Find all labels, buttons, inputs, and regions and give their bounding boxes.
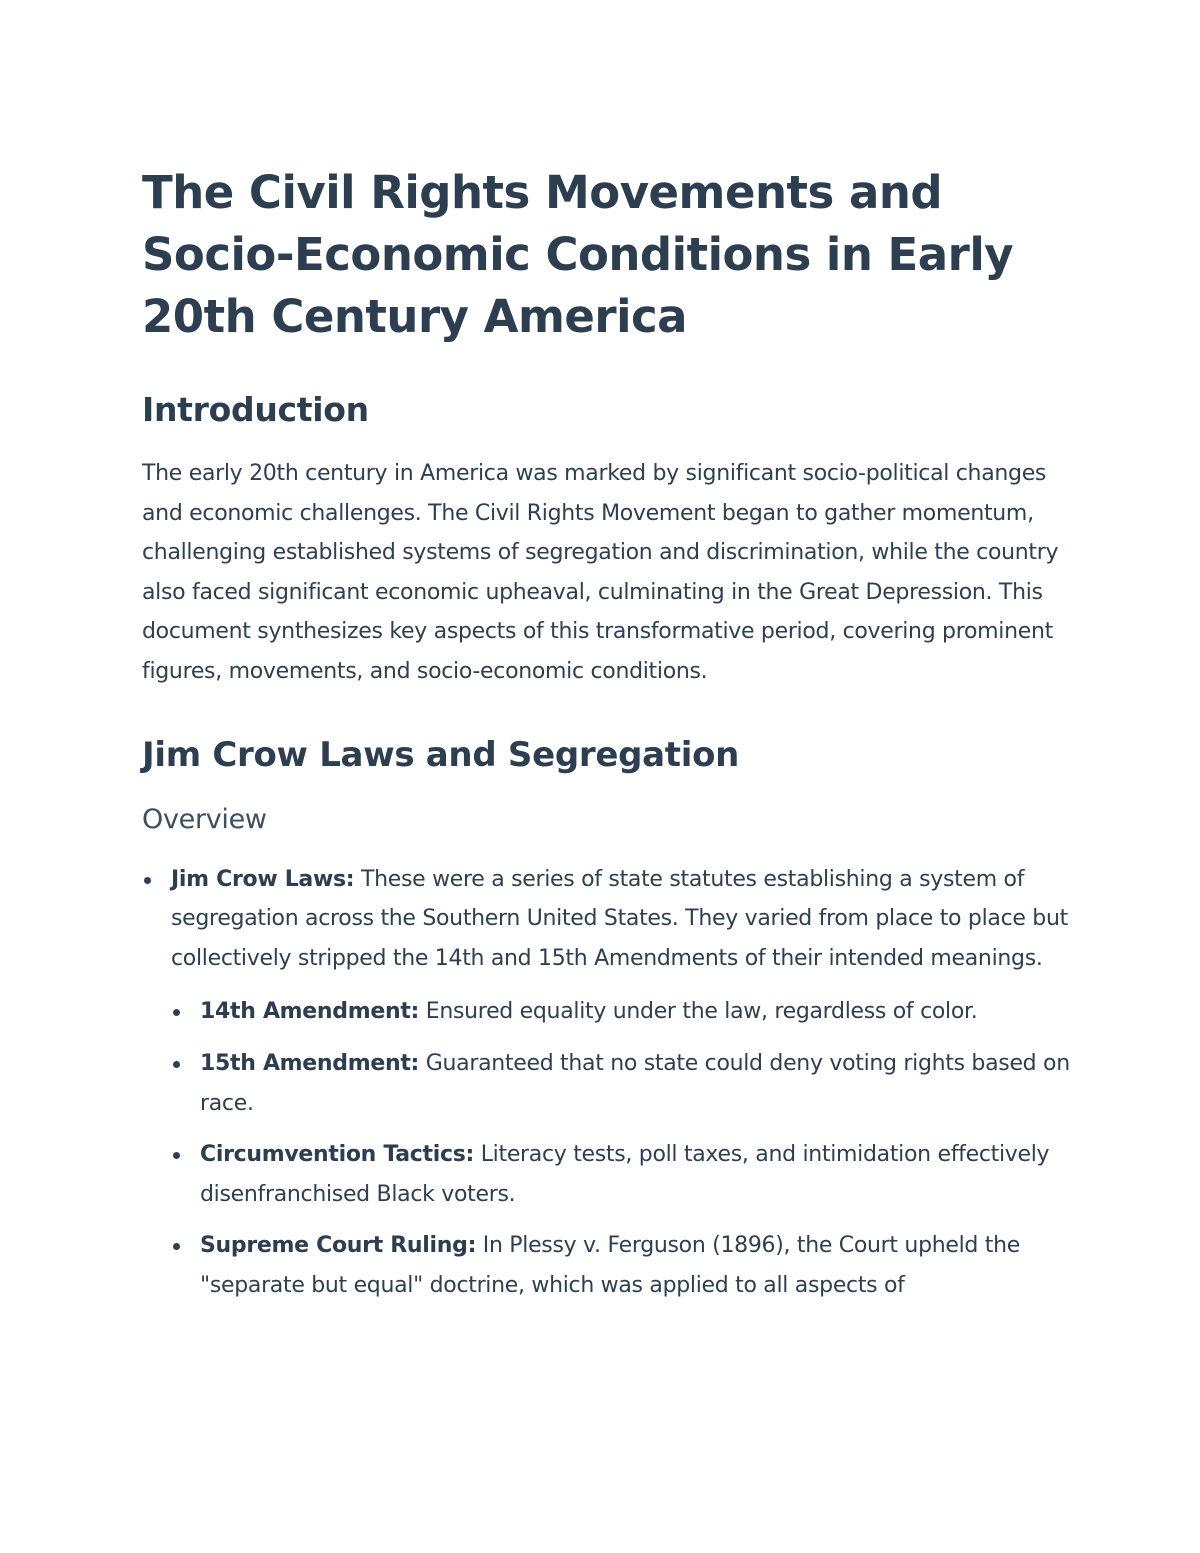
list-item-circumvention-tactics bbox=[171, 1135, 1072, 1214]
document-title: The Civil Rights Movements and Socio-Economic Conditions in Early 20th Century America bbox=[142, 166, 1014, 343]
bullet-icon bbox=[173, 1243, 180, 1250]
list-item-term: 15th Amendment: bbox=[200, 1050, 420, 1076]
list-item-supreme-court-ruling bbox=[171, 1226, 1072, 1305]
list-item-text: Guaranteed that no state could deny voting rights based on race. bbox=[200, 1050, 1070, 1116]
overview-subheading: Overview bbox=[142, 803, 267, 835]
bullet-icon bbox=[173, 1152, 180, 1159]
bullet-icon bbox=[173, 1009, 180, 1016]
jim-crow-sublist bbox=[171, 992, 1072, 1305]
document-page bbox=[142, 162, 1072, 1318]
jim-crow-heading: Jim Crow Laws and Segregation bbox=[142, 734, 740, 775]
list-item-text: Literacy tests, poll taxes, and intimidation effectively disenfranchised Black voters. bbox=[200, 1142, 1050, 1207]
list-item-14th-amendment bbox=[171, 992, 1072, 1032]
list-item-term: 14th Amendment: bbox=[200, 999, 420, 1025]
list-item-15th-amendment bbox=[171, 1044, 1072, 1123]
list-item-term: Circumvention Tactics: bbox=[200, 1142, 475, 1168]
list-item-term: Jim Crow Laws: bbox=[171, 866, 355, 892]
list-item-text: These were a series of state statutes establishing a system of segregation across the Southern United States. They varied from place to place but collectively stripped the 14th and 15th Amendments of their intended meanings. bbox=[171, 866, 1068, 971]
list-item-jim-crow-laws bbox=[142, 860, 1072, 1306]
introduction-paragraph: The early 20th century in America was marked by significant socio-political changes and economic challenges. The Civil Rights Movement began to gather momentum, challenging established systems of segregation and discrimination, while the country also faced significant economic upheaval, culminating in the Great Depression. This document synthesizes key aspects of this transformative period, covering prominent figures, movements, and socio-economic conditions. bbox=[142, 461, 1059, 684]
introduction-heading: Introduction bbox=[142, 390, 369, 429]
list-item-text: In Plessy v. Ferguson (1896), the Court upheld the "separate but equal" doctrine, which was applied to all aspects of bbox=[200, 1233, 1020, 1298]
jim-crow-list bbox=[142, 860, 1072, 1306]
bullet-icon bbox=[173, 1061, 180, 1068]
bullet-icon bbox=[144, 877, 151, 884]
list-item-text: Ensured equality under the law, regardless of color. bbox=[419, 999, 978, 1025]
list-item-term: Supreme Court Ruling: bbox=[200, 1233, 477, 1259]
